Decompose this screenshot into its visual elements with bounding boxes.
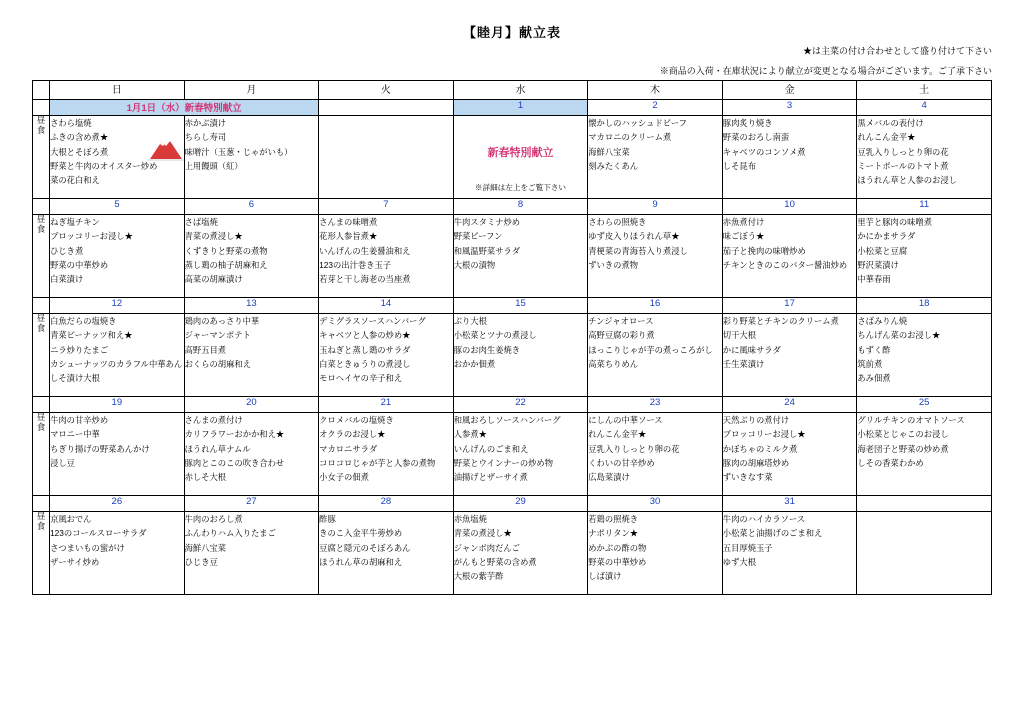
menu-cell <box>184 314 319 397</box>
menu-item: 小女子の佃煮 <box>319 472 369 483</box>
menu-item: ぶり大根 <box>453 316 487 326</box>
menu-item: 小松菜と油揚げのごま和え <box>722 528 823 539</box>
menu-cell <box>588 512 723 595</box>
menu-cell <box>857 215 992 298</box>
menu-cell <box>588 116 723 199</box>
menu-item: 大根の漬物 <box>453 259 496 270</box>
menu-item: 青梗菜の青海苔入り煮浸し <box>588 245 688 256</box>
page-title: 【睦月】献立表 <box>462 25 561 40</box>
menu-item: 若鶏の照焼き <box>588 514 639 524</box>
menu-item: 小松菜とじゃこのお浸し <box>857 429 949 440</box>
menu-item: 豆乳入りしっとり卵の花 <box>857 146 949 157</box>
menu-cell <box>50 116 185 199</box>
menu-item: 野菜とウインナーの炒め物 <box>453 457 554 468</box>
row-label-lunch: 昼 食 <box>33 116 50 199</box>
menu-item: 鶏肉のあっさり中華 <box>184 316 260 326</box>
menu-cell <box>453 413 588 496</box>
row-label-lunch: 昼 食 <box>33 314 50 397</box>
menu-item: 青菜ピーナッツ和え★ <box>50 330 133 341</box>
menu-item: キャベツと人参の炒め★ <box>319 330 411 341</box>
menu-cell <box>319 512 454 595</box>
menu-row-4 <box>33 512 992 595</box>
menu-item: カシューナッツのカラフル中華あん <box>50 358 183 369</box>
day-number-cell <box>50 100 319 116</box>
menu-item: かぼちゃのミルク煮 <box>722 443 798 454</box>
empty-day-cell <box>857 512 992 595</box>
menu-cell <box>184 215 319 298</box>
menu-item: さつまいもの蜜がけ <box>50 542 125 553</box>
menu-item: 白菜ときゅうりの煮浸し <box>319 358 411 369</box>
menu-cell <box>588 314 723 397</box>
menu-cell <box>319 215 454 298</box>
menu-item: 海老団子と野菜の炒め煮 <box>857 443 949 454</box>
menu-cell <box>453 215 588 298</box>
menu-item: さわらの照焼き <box>588 217 647 227</box>
day-number-cell: 31 <box>722 496 857 512</box>
weekday-header-4: 木 <box>588 81 723 100</box>
menu-item: 牛肉のおろし煮 <box>184 514 243 524</box>
menu-item: しその香菜わかめ <box>857 457 924 468</box>
day-number-cell: 13 <box>184 298 319 314</box>
day-number-cell: 22 <box>453 397 588 413</box>
menu-item: 野菜の中華炒め <box>50 259 109 270</box>
menu-item: グリルチキンのオマトソース <box>857 415 965 425</box>
menu-item: 赤魚塩焼 <box>453 514 487 524</box>
menu-item: 人参煮★ <box>453 429 487 440</box>
menu-item: ふんわりハム入りたまご <box>184 528 276 539</box>
mount-fuji-icon <box>146 132 186 162</box>
menu-item: 牛肉のハイカラソース <box>722 514 806 524</box>
day-number-row-3 <box>33 397 992 413</box>
day-number-cell: 26 <box>50 496 185 512</box>
menu-row-0 <box>33 116 992 199</box>
menu-item: ほうれん草の胡麻和え <box>319 556 403 567</box>
menu-item: 豚肉の胡麻塔炒め <box>722 457 790 468</box>
menu-item: 豆腐と隠元のそぼろあん <box>319 542 411 553</box>
menu-item: がんもと野菜の含め煮 <box>453 556 537 567</box>
menu-item: ねぎ塩チキン <box>50 217 100 227</box>
day-number-cell: 5 <box>50 199 185 215</box>
menu-cell <box>50 215 185 298</box>
day-number-cell: 27 <box>184 496 319 512</box>
menu-item: しそ昆布 <box>722 160 756 171</box>
menu-item: 高野五目煮 <box>184 344 227 355</box>
menu-item: ひじき煮 <box>50 245 84 256</box>
menu-item: しそ漬け大根 <box>50 373 100 384</box>
day-number-cell: 6 <box>184 199 319 215</box>
row-label-spacer-2 <box>33 298 50 314</box>
menu-item: 壬生菜漬け <box>722 358 765 369</box>
menu-item: ザーサイ炒め <box>50 556 100 567</box>
menu-item: いんげんのごま和え <box>453 443 529 454</box>
day-number-cell: 16 <box>588 298 723 314</box>
menu-item: チンジャオロース <box>588 316 654 326</box>
menu-item: 野菜と牛肉のオイスター炒め <box>50 160 158 171</box>
menu-row-1 <box>33 215 992 298</box>
menu-item: 茄子と挽肉の味噌炒め <box>722 245 806 256</box>
day-number-cell: 11 <box>857 199 992 215</box>
menu-cell <box>50 512 185 595</box>
row-label-spacer-3 <box>33 397 50 413</box>
row-label-spacer-0 <box>33 100 50 116</box>
menu-item: 酢豚 <box>319 514 336 524</box>
menu-cell <box>857 116 992 199</box>
row-label-lunch: 昼 食 <box>33 413 50 496</box>
menu-cell <box>722 215 857 298</box>
menu-item: 豚肉炙り焼き <box>722 118 773 128</box>
row-label-lunch: 昼 食 <box>33 215 50 298</box>
menu-item: かにかまサラダ <box>857 231 916 242</box>
menu-item: 牛肉スタミナ炒め <box>453 217 521 227</box>
menu-cell <box>184 512 319 595</box>
menu-item: 里芋と豚肉の味噌煮 <box>857 217 933 227</box>
menu-item: マカロニのクリーム煮 <box>588 132 672 143</box>
weekday-header-0: 日 <box>50 81 185 100</box>
menu-item: マカロニサラダ <box>319 443 378 454</box>
day-number-cell: 8 <box>453 199 588 215</box>
menu-item: さんまの味噌煮 <box>319 217 378 227</box>
menu-item: かに風味サラダ <box>722 344 781 355</box>
menu-item: さばみりん焼 <box>857 316 908 326</box>
menu-item: 高野豆腐の彩り煮 <box>588 330 655 341</box>
menu-item: にしんの中華ソース <box>588 415 663 425</box>
day-number-row-1 <box>33 199 992 215</box>
day-number-cell: 28 <box>319 496 454 512</box>
menu-item: 123のコールスローサラダ <box>50 528 147 539</box>
row-label-lunch: 昼 食 <box>33 512 50 595</box>
weekday-header-6: 土 <box>857 81 992 100</box>
menu-item: 野菜の中華炒め <box>588 556 647 567</box>
menu-item: ほっこりじゃが芋の煮っころがし <box>588 344 713 355</box>
day-number-cell: 1 <box>453 100 588 116</box>
special-menu-cell <box>453 116 588 199</box>
menu-item: 123の出汁巻き玉子 <box>319 259 392 270</box>
menu-item: おかか佃煮 <box>453 358 496 369</box>
menu-item: 上用饅頭（紅） <box>184 160 243 171</box>
menu-item: チキンときのこのバター醤油炒め <box>722 259 848 270</box>
menu-item: 五目厚焼玉子 <box>722 542 773 553</box>
menu-cell <box>722 314 857 397</box>
weekday-header-5: 金 <box>722 81 857 100</box>
day-number-cell: 12 <box>50 298 185 314</box>
menu-item: 和風おろしソースハンバーグ <box>453 415 561 425</box>
menu-item: カリフラワーおかか和え★ <box>184 429 285 440</box>
menu-item: ジャーマンポテト <box>184 330 251 341</box>
menu-item: きのこ入金平牛蒡炒め <box>319 528 403 539</box>
day-number-cell: 30 <box>588 496 723 512</box>
menu-cell <box>588 413 723 496</box>
menu-item: キャベツのコンソメ煮 <box>722 146 806 157</box>
day-number-cell: 17 <box>722 298 857 314</box>
row-label-spacer-4 <box>33 496 50 512</box>
menu-item: ジャンボ肉だんご <box>453 542 520 553</box>
day-number-row-4 <box>33 496 992 512</box>
menu-item: 野菜のおろし南蛮 <box>722 132 790 143</box>
menu-item: おくらの胡麻和え <box>184 358 251 369</box>
menu-item: ゆず皮入りほうれん草★ <box>588 231 680 242</box>
day-number-cell: 4 <box>857 100 992 116</box>
menu-item: 赤しそ大根 <box>184 472 227 483</box>
menu-cell <box>857 314 992 397</box>
menu-item: 白魚だらの塩焼き <box>50 316 117 326</box>
day-number-cell: 2 <box>588 100 723 116</box>
day-number-cell: 25 <box>857 397 992 413</box>
menu-item: 小松菜と豆腐 <box>857 245 908 256</box>
day-number-cell <box>319 100 454 116</box>
row-label-spacer-1 <box>33 199 50 215</box>
menu-item: 牛肉の甘辛炒め <box>50 415 109 425</box>
menu-item: デミグラスソースハンバーグ <box>319 316 426 326</box>
menu-item: モロヘイヤの辛子和え <box>319 373 403 384</box>
special-menu-note: ※詳細は左上をご覧下さい <box>474 182 567 192</box>
menu-item: 広島菜漬け <box>588 472 630 483</box>
note-disclaimer: ※商品の入荷・在庫状況により献立が変更となる場合がございます。ご了承下さい <box>659 66 992 76</box>
menu-item: 豆乳入りしっとり卵の花 <box>588 443 680 454</box>
menu-item: ふきの含め煮★ <box>50 132 109 143</box>
menu-item: 小松菜とツナの煮浸し <box>453 330 537 341</box>
day-number-row-2 <box>33 298 992 314</box>
menu-item: 海鮮八宝菜 <box>184 542 227 553</box>
menu-item: 中華春雨 <box>857 274 891 285</box>
menu-item: ずいきの煮物 <box>588 259 639 270</box>
menu-item: 海鮮八宝菜 <box>588 146 630 157</box>
menu-item: ひじき豆 <box>184 556 218 567</box>
menu-cell <box>50 314 185 397</box>
menu-cell <box>722 413 857 496</box>
menu-item: 蒸し鶏の柚子胡麻和え <box>184 259 268 270</box>
menu-item: 天然ぶりの煮付け <box>722 415 790 425</box>
menu-cell <box>319 314 454 397</box>
menu-item: ブロッコリーお浸し★ <box>722 429 806 440</box>
menu-item: ずいきなす菜 <box>722 472 773 483</box>
menu-item: 京風おでん <box>50 514 92 524</box>
menu-item: くわいの甘辛炒め <box>588 457 655 468</box>
day-number-cell <box>857 496 992 512</box>
menu-item: 浸し豆 <box>50 457 75 468</box>
menu-item: ナポリタン★ <box>588 528 639 539</box>
menu-item: 野沢菜漬け <box>857 259 899 270</box>
menu-item: ゆず大根 <box>722 556 756 567</box>
menu-item: 黒メバルの表付け <box>857 118 924 128</box>
corner-cell <box>33 81 50 100</box>
menu-item: いんげんの生姜醤油和え <box>319 245 411 256</box>
weekday-header-1: 月 <box>184 81 319 100</box>
menu-cell <box>453 314 588 397</box>
day-number-cell: 23 <box>588 397 723 413</box>
menu-cell <box>588 215 723 298</box>
menu-item: 菜の花白和え <box>50 175 100 186</box>
menu-cell <box>184 413 319 496</box>
menu-item: くずきりと野菜の煮物 <box>184 245 268 256</box>
special-menu-text: 新春特別献立 <box>487 147 554 159</box>
day-number-cell: 19 <box>50 397 185 413</box>
menu-cell <box>319 413 454 496</box>
menu-item: 大根の紫芋酢 <box>453 571 504 582</box>
menu-cell <box>184 116 319 199</box>
menu-item: 若芽と干し海老の当座煮 <box>319 274 411 285</box>
menu-cell <box>722 512 857 595</box>
menu-item: 味ごぼう★ <box>722 231 765 242</box>
menu-item: ミートボールのトマト煮 <box>857 160 949 171</box>
menu-item: 青菜の煮浸し★ <box>184 231 243 242</box>
day-number-cell: 9 <box>588 199 723 215</box>
menu-item: ちんげん菜のお浸し★ <box>857 330 941 341</box>
menu-item: さんまの煮付け <box>184 415 243 425</box>
menu-item: ニラ炒りたまご <box>50 344 109 355</box>
menu-item: 青菜の煮浸し★ <box>453 528 512 539</box>
day-number-cell: 24 <box>722 397 857 413</box>
menu-item: ちぎり揚げの野菜あんかけ <box>50 443 150 454</box>
menu-item: れんこん金平★ <box>857 132 916 143</box>
menu-item: 高菜の胡麻漬け <box>184 274 243 285</box>
menu-item: ブロッコリーお浸し★ <box>50 231 133 242</box>
menu-item: 筑前煮 <box>857 358 883 369</box>
day-number-cell: 20 <box>184 397 319 413</box>
menu-item: 味噌汁（玉葱・じゃがいも） <box>184 146 293 157</box>
day-number-cell: 14 <box>319 298 454 314</box>
menu-item: 白菜漬け <box>50 274 84 285</box>
menu-item: ほうれん草ナムル <box>184 443 251 454</box>
menu-item: ちらし寿司 <box>184 132 227 143</box>
day-number-cell: 15 <box>453 298 588 314</box>
menu-item: 彩り野菜とチキンのクリーム煮 <box>722 316 839 326</box>
menu-cell <box>722 116 857 199</box>
menu-item: 大根とそぼろ煮 <box>50 146 109 157</box>
menu-cell <box>50 413 185 496</box>
day-number-cell: 10 <box>722 199 857 215</box>
menu-item: 豚肉とこのこの吹き合わせ <box>184 457 285 468</box>
menu-row-2 <box>33 314 992 397</box>
menu-item: マロニー中華 <box>50 429 100 440</box>
menu-item: コロコロじゃが芋と人参の煮物 <box>319 457 436 468</box>
menu-item: 赤魚煮付け <box>722 217 765 227</box>
day-number-cell: 7 <box>319 199 454 215</box>
menu-item: しば漬け <box>588 571 622 582</box>
day-number-cell: 29 <box>453 496 588 512</box>
menu-cell <box>453 512 588 595</box>
menu-item: もずく酢 <box>857 344 891 355</box>
day-number-cell: 18 <box>857 298 992 314</box>
menu-row-3 <box>33 413 992 496</box>
menu-item: 高菜ちりめん <box>588 358 639 369</box>
menu-item: オクラのお浸し★ <box>319 429 386 440</box>
menu-item: めかぶの酢の物 <box>588 542 647 553</box>
menu-item: 切干大根 <box>722 330 756 341</box>
menu-item: 野菜ビーフン <box>453 231 503 242</box>
menu-item: クロメバルの塩焼き <box>319 415 394 425</box>
weekday-header-3: 水 <box>453 81 588 100</box>
menu-cell <box>857 413 992 496</box>
menu-item: 玉ねぎと蒸し鶏のサラダ <box>319 344 411 355</box>
menu-item: 刻みたくあん <box>588 160 639 171</box>
menu-item: 油揚げとザーサイ煮 <box>453 472 528 483</box>
menu-item: 懐かしのハッシュドビーフ <box>588 118 687 128</box>
day-number-row-0 <box>33 100 992 116</box>
menu-item: れんこん金平★ <box>588 429 647 440</box>
calendar-table <box>32 80 992 595</box>
menu-item: 花形人参旨煮★ <box>319 231 378 242</box>
note-star: ★は主菜の付け合わせとして盛り付けて下さい <box>802 46 992 56</box>
menu-item: あみ佃煮 <box>857 373 891 384</box>
menu-cell <box>319 116 454 199</box>
menu-item: 和風温野菜サラダ <box>453 245 520 256</box>
weekday-header-2: 火 <box>319 81 454 100</box>
menu-item: さば塩焼 <box>184 217 218 227</box>
weekday-header-row <box>33 81 992 100</box>
menu-item: 赤かぶ漬け <box>184 118 227 128</box>
menu-item: 豚のお肉生姜焼き <box>453 344 521 355</box>
menu-item: さわら塩焼 <box>50 118 92 128</box>
day-number-cell: 21 <box>319 397 454 413</box>
menu-item: ほうれん草と人参のお浸し <box>857 175 957 186</box>
day-number-cell: 3 <box>722 100 857 116</box>
special-menu-header: 1月1日（水）新春特別献立 <box>126 103 242 114</box>
